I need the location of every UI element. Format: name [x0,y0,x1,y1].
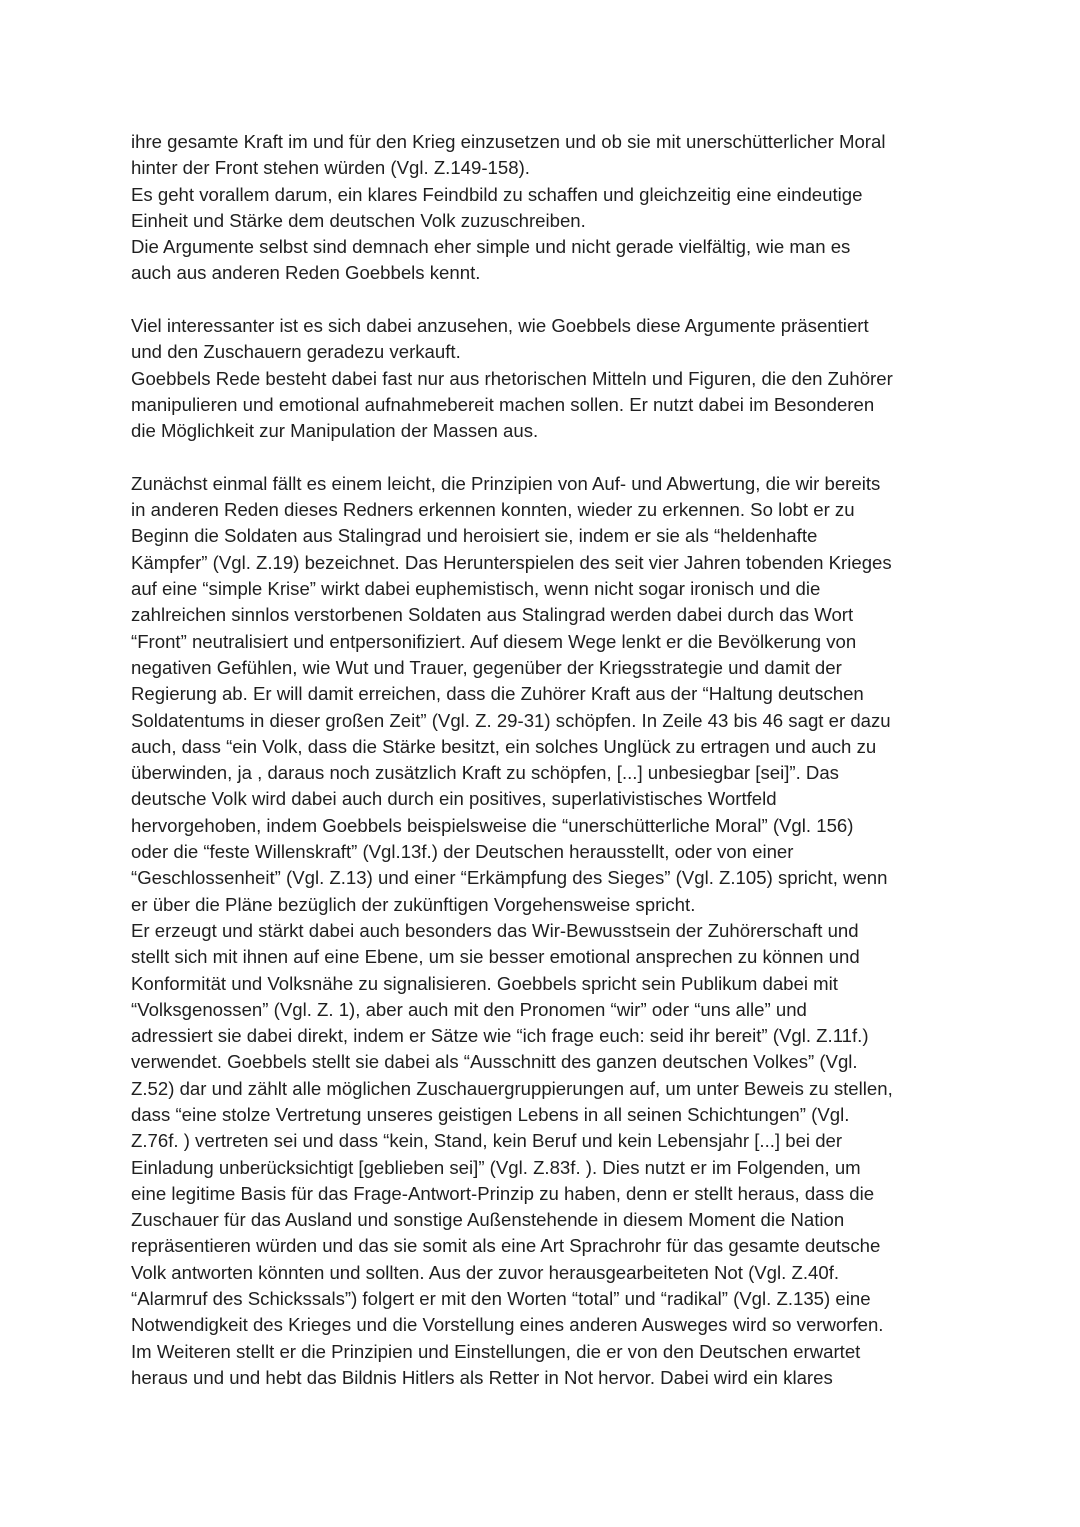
text-line: oder die “feste Willenskraft” (Vgl.13f.) der Deutschen herausstellt, oder von einer [131,841,794,863]
text-line: auch, dass “ein Volk, dass die Stärke besitzt, ein solches Unglück zu ertragen und auch zu [131,735,877,757]
text-line: Volk antworten könnten und sollten. Aus der zuvor herausgearbeiteten Not (Vgl. Z.40f. [131,1261,840,1283]
text-line: zahlreichen sinnlos verstorbenen Soldaten aus Stalingrad werden dabei durch das Wort [131,604,854,626]
text-line: Konformität und Volksnähe zu signalisieren. Goebbels spricht sein Publikum dabei mit [131,972,838,994]
text-line: “Alarmruf des Schickssals”) folgert er mit den Worten “total” und “radikal” (Vgl. Z.135) eine [131,1288,871,1310]
text-line: manipulieren und emotional aufnahmebereit machen sollen. Er nutzt dabei im Besonderen [131,393,875,415]
essay-text [131,129,961,1391]
text-line: Kämpfer” (Vgl. Z.19) bezeichnet. Das Herunterspielen des seit vier Jahren tobenden Krieges [131,551,892,573]
paragraph [131,313,961,366]
text-line: Z.52) dar und zählt alle möglichen Zuschauergruppierungen auf, um unter Beweis zu stellen, [131,1077,893,1099]
text-line: Es geht vorallem darum, ein klares Feindbild zu schaffen und gleichzeitig eine eindeutige [131,183,863,205]
paragraph [131,234,961,287]
text-line: Zunächst einmal fällt es einem leicht, die Prinzipien von Auf- und Abwertung, die wir bereits [131,472,881,494]
text-line: heraus und und hebt das Bildnis Hitlers als Retter in Not hervor. Dabei wird ein klares [131,1366,833,1388]
paragraph [131,182,961,235]
text-line: und den Zuschauern geradezu verkauft. [131,341,461,363]
text-line: in anderen Reden dieses Redners erkennen konnten, wieder zu erkennen. So lobt er zu [131,499,855,521]
paragraph-spacer [131,287,961,313]
text-line: Goebbels Rede besteht dabei fast nur aus rhetorischen Mitteln und Figuren, die den Zuhörer [131,367,893,389]
text-line: repräsentieren würden und das sie somit als eine Art Sprachrohr für das gesamte deutsche [131,1235,881,1257]
text-line: auf eine “simple Krise” wirkt dabei euphemistisch, wenn nicht sogar ironisch und die [131,578,821,600]
text-line: Im Weiteren stellt er die Prinzipien und Einstellungen, die er von den Deutschen erwartet [131,1340,861,1362]
text-line: hinter der Front stehen würden (Vgl. Z.149-158). [131,157,530,179]
text-line: “Front” neutralisiert und entpersonifiziert. Auf diesem Wege lenkt er die Bevölkerung von [131,630,857,652]
text-line: überwinden, ja , daraus noch zusätzlich Kraft zu schöpfen, [...] unbesiegbar [sei]”. Das [131,762,839,784]
text-line: er über die Pläne bezüglich der zukünftigen Vorgehensweise spricht. [131,893,696,915]
text-line: “Geschlossenheit” (Vgl. Z.13) und einer “Erkämpfung des Sieges” (Vgl. Z.105) spricht, wenn [131,867,888,889]
text-line: Soldatentums in dieser großen Zeit” (Vgl. Z. 29-31) schöpfen. In Zeile 43 bis 46 sagt er dazu [131,709,891,731]
text-line: negativen Gefühlen, wie Wut und Trauer, gegenüber der Kriegsstrategie und damit der [131,656,842,678]
text-line: deutsche Volk wird dabei auch durch ein positives, superlativistisches Wortfeld [131,788,777,810]
paragraph-spacer [131,445,961,471]
text-line: hervorgehoben, indem Goebbels beispielsweise die “unerschütterliche Moral” (Vgl. 156) [131,814,854,836]
text-line: die Möglichkeit zur Manipulation der Massen aus. [131,420,539,442]
paragraph [131,366,961,445]
text-line: Z.76f. ) vertreten sei und dass “kein, Stand, kein Beruf und kein Lebensjahr [...] bei der [131,1130,843,1152]
text-line: verwendet. Goebbels stellt sie dabei als “Ausschnitt des ganzen deutschen Volkes” (Vgl. [131,1051,858,1073]
text-line: adressiert sie dabei direkt, indem er Sätze wie “ich frage euch: seid ihr bereit” (Vgl. Z.11f.) [131,1025,869,1047]
text-line: eine legitime Basis für das Frage-Antwort-Prinzip zu haben, denn er stellt heraus, dass die [131,1182,875,1204]
text-line: Notwendigkeit des Krieges und die Vorstellung eines anderen Ausweges wird so verworfen. [131,1314,884,1336]
text-line: ihre gesamte Kraft im und für den Krieg einzusetzen und ob sie mit unerschütterlicher Moral [131,131,886,152]
paragraph [131,129,961,182]
text-line: stellt sich mit ihnen auf eine Ebene, um sie besser emotional ansprechen zu können und [131,946,860,968]
text-line: Einladung unberücksichtigt [geblieben sei]” (Vgl. Z.83f. ). Dies nutzt er im Folgenden, um [131,1156,861,1178]
text-line: Er erzeugt und stärkt dabei auch besonders das Wir-Bewusstsein der Zuhörerschaft und [131,919,859,941]
text-line: Regierung ab. Er will damit erreichen, dass die Zuhörer Kraft aus der “Haltung deutschen [131,683,864,705]
text-line: dass “eine stolze Vertretung unseres geistigen Lebens in all seinen Schichtungen” (Vgl. [131,1103,850,1125]
text-line: “Volksgenossen” (Vgl. Z. 1), aber auch mit den Pronomen “wir” oder “uns alle” und [131,998,807,1020]
paragraph [131,918,961,1391]
text-line: auch aus anderen Reden Goebbels kennt. [131,262,481,284]
text-line: Viel interessanter ist es sich dabei anzusehen, wie Goebbels diese Argumente präsentiert [131,315,869,337]
text-line: Die Argumente selbst sind demnach eher simple und nicht gerade vielfältig, wie man es [131,236,851,258]
text-line: Zuschauer für das Ausland und sonstige Außenstehende in diesem Moment die Nation [131,1209,845,1231]
paragraph [131,471,961,918]
text-line: Einheit und Stärke dem deutschen Volk zuzuschreiben. [131,209,586,231]
text-line: Beginn die Soldaten aus Stalingrad und heroisiert sie, indem er sie als “heldenhafte [131,525,818,547]
